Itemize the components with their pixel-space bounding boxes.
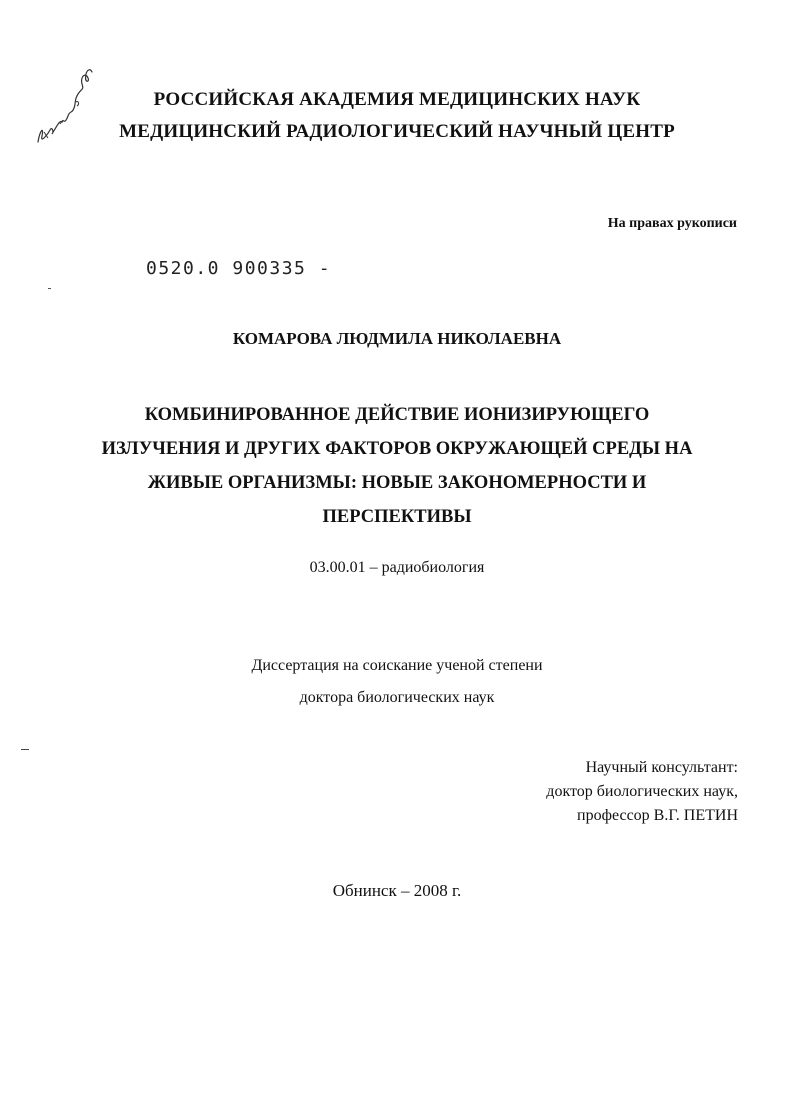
- consultant-degree: доктор биологических наук,: [546, 783, 738, 800]
- degree-block: [0, 650, 794, 714]
- catalog-number: 0520.0 900335 -: [146, 258, 332, 279]
- title-line: ЖИВЫЕ ОРГАНИЗМЫ: НОВЫЕ ЗАКОНОМЕРНОСТИ И: [147, 473, 647, 493]
- specialty-code: 03.00.01 – радиобиология: [309, 559, 485, 576]
- dissertation-title: [0, 398, 794, 534]
- degree-line: Диссертация на соискание ученой степени: [251, 657, 543, 674]
- title-line: КОМБИНИРОВАННОЕ ДЕЙСТВИЕ ИОНИЗИРУЮЩЕГО: [144, 405, 650, 425]
- center-name: МЕДИЦИНСКИЙ РАДИОЛОГИЧЕСКИЙ НАУЧНЫЙ ЦЕНТР: [119, 121, 675, 142]
- title-line: ПЕРСПЕКТИВЫ: [322, 507, 472, 527]
- consultant-block: [398, 756, 738, 828]
- consultant-name: профессор В.Г. ПЕТИН: [577, 807, 738, 824]
- consultant-label: Научный консультант:: [585, 759, 738, 776]
- academy-name: РОССИЙСКАЯ АКАДЕМИЯ МЕДИЦИНСКИХ НАУК: [153, 89, 641, 110]
- author-name: КОМАРОВА ЛЮДМИЛА НИКОЛАЕВНА: [232, 329, 562, 348]
- title-line: ИЗЛУЧЕНИЯ И ДРУГИХ ФАКТОРОВ ОКРУЖАЮЩЕЙ СРЕДЫ НА: [101, 439, 693, 459]
- header-block: [0, 86, 794, 145]
- city-year: Обнинск – 2008 г.: [332, 881, 462, 900]
- rights-note: На правах рукописи: [607, 216, 737, 231]
- degree-line: доктора биологических наук: [299, 689, 495, 706]
- scan-speck: [21, 749, 29, 750]
- scan-speck: [48, 288, 51, 289]
